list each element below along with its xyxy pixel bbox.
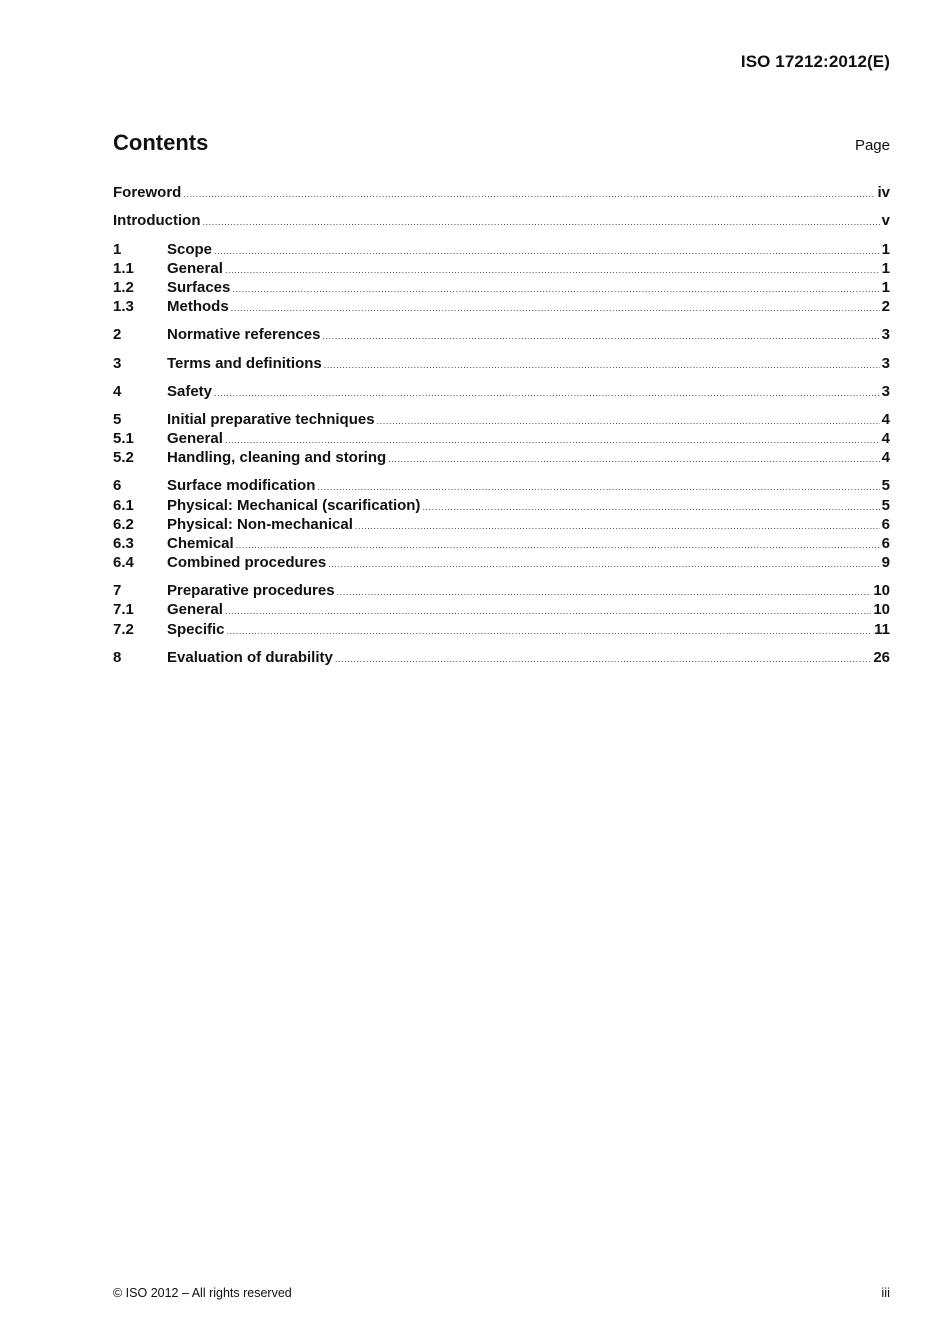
toc-entry-1-1[interactable] [113,259,890,278]
toc-entry-number: 5.2 [113,449,134,466]
toc-entry-number: 6 [113,477,122,494]
toc-entry-title: Scope [167,241,213,258]
toc-entry-title: Safety [167,383,213,400]
dot-leader [335,650,871,669]
toc-entry-page: 4 [881,430,890,447]
toc-entry-title: Physical: Non-mechanical [167,516,353,533]
toc-entry-page: 5 [881,477,890,494]
page-number: iii [881,1285,890,1300]
toc-entry-title: Specific [167,621,225,638]
toc-entry-title: Surfaces [167,279,231,296]
toc-entry-number: 1.3 [113,298,134,315]
toc-entry-number: 5 [113,411,122,428]
toc-entry-8[interactable] [113,648,890,667]
toc-entry-number: 6.1 [113,497,134,514]
toc-entry-number: 7.1 [113,601,134,618]
toc-entry-title: General [167,430,223,447]
toc-entry-page: v [881,212,890,229]
toc-entry-6[interactable] [113,476,890,495]
toc-entry-page: 3 [881,326,890,343]
toc-entry-number: 6.4 [113,554,134,571]
dot-leader [322,327,879,346]
toc-entry-page: 1 [881,241,890,258]
page-column-label: Page [854,137,890,154]
dot-leader [324,356,880,375]
toc-entry-title: Methods [167,298,229,315]
toc-entry-number: 7 [113,582,122,599]
toc-entry-page: 10 [873,601,890,618]
toc-entry-number: 6.2 [113,516,134,533]
toc-entry-title: Evaluation of durability [167,649,333,666]
toc-entry-introduction[interactable] [113,211,890,230]
toc-entry-1-3[interactable] [113,297,890,316]
toc-entry-page: iv [877,184,890,201]
toc-entry-title: General [167,260,223,277]
toc-entry-6-4[interactable] [113,553,890,572]
toc-entry-7-1[interactable] [113,600,890,619]
toc-entry-title: Terms and definitions [167,355,322,372]
toc-entry-title: Foreword [113,184,182,201]
toc-entry-page: 10 [873,582,890,599]
toc-entry-title: Combined procedures [167,554,327,571]
toc-entry-foreword[interactable] [113,183,890,202]
toc-entry-number: 1 [113,241,122,258]
dot-leader [231,299,880,318]
toc-entry-7[interactable] [113,581,890,600]
document-id: ISO 17212:2012(E) [740,52,890,71]
toc-entry-5-1[interactable] [113,429,890,448]
toc-entry-1[interactable] [113,240,890,259]
toc-entry-4[interactable] [113,382,890,401]
toc-entry-number: 4 [113,383,122,400]
toc-entry-title: Handling, cleaning and storing [167,449,387,466]
toc-entry-title: Preparative procedures [167,582,335,599]
toc-entry-page: 1 [881,279,890,296]
dot-leader [202,213,879,232]
toc-entry-number: 7.2 [113,621,134,638]
toc-entry-page: 26 [873,649,890,666]
toc-entry-title: Physical: Mechanical (scarification) [167,497,421,514]
dot-leader [225,602,871,621]
contents-heading: Contents [113,130,209,155]
toc-entry-6-1[interactable] [113,496,890,515]
toc-entry-page: 6 [881,516,890,533]
toc-entry-5-2[interactable] [113,448,890,467]
toc-entry-title: Normative references [167,326,321,343]
dot-leader [214,384,880,403]
dot-leader [328,555,879,574]
toc-entry-title: Chemical [167,535,234,552]
copyright-notice: © ISO 2012 – All rights reserved [113,1286,292,1300]
toc-entry-page: 4 [881,449,890,466]
toc-entry-number: 5.1 [113,430,134,447]
toc-entry-page: 6 [881,535,890,552]
toc-entry-number: 3 [113,355,122,372]
toc-entry-number: 2 [113,326,122,343]
dot-leader [317,478,879,497]
toc-entry-page: 5 [881,497,890,514]
toc-entry-5[interactable] [113,410,890,429]
toc-entry-6-2[interactable] [113,515,890,534]
toc-entry-number: 1.2 [113,279,134,296]
toc-entry-title: Introduction [113,212,201,229]
toc-entry-1-2[interactable] [113,278,890,297]
toc-entry-page: 1 [881,260,890,277]
toc-entry-page: 2 [881,298,890,315]
toc-entry-7-2[interactable] [113,620,890,639]
toc-entry-page: 9 [881,554,890,571]
toc-entry-6-3[interactable] [113,534,890,553]
toc-entry-page: 4 [881,411,890,428]
toc-entry-page: 3 [881,383,890,400]
toc-entry-number: 6.3 [113,535,134,552]
toc-entry-page: 11 [874,621,890,638]
toc-entry-number: 8 [113,649,122,666]
dot-leader [183,185,875,204]
dot-leader [388,450,879,469]
toc-entry-number: 1.1 [113,260,134,277]
toc-entry-3[interactable] [113,354,890,373]
toc-entry-title: General [167,601,223,618]
toc-entry-title: Surface modification [167,477,316,494]
toc-entry-page: 3 [881,355,890,372]
toc-entry-2[interactable] [113,325,890,344]
toc-entry-title: Initial preparative techniques [167,411,375,428]
dot-leader [227,622,873,641]
